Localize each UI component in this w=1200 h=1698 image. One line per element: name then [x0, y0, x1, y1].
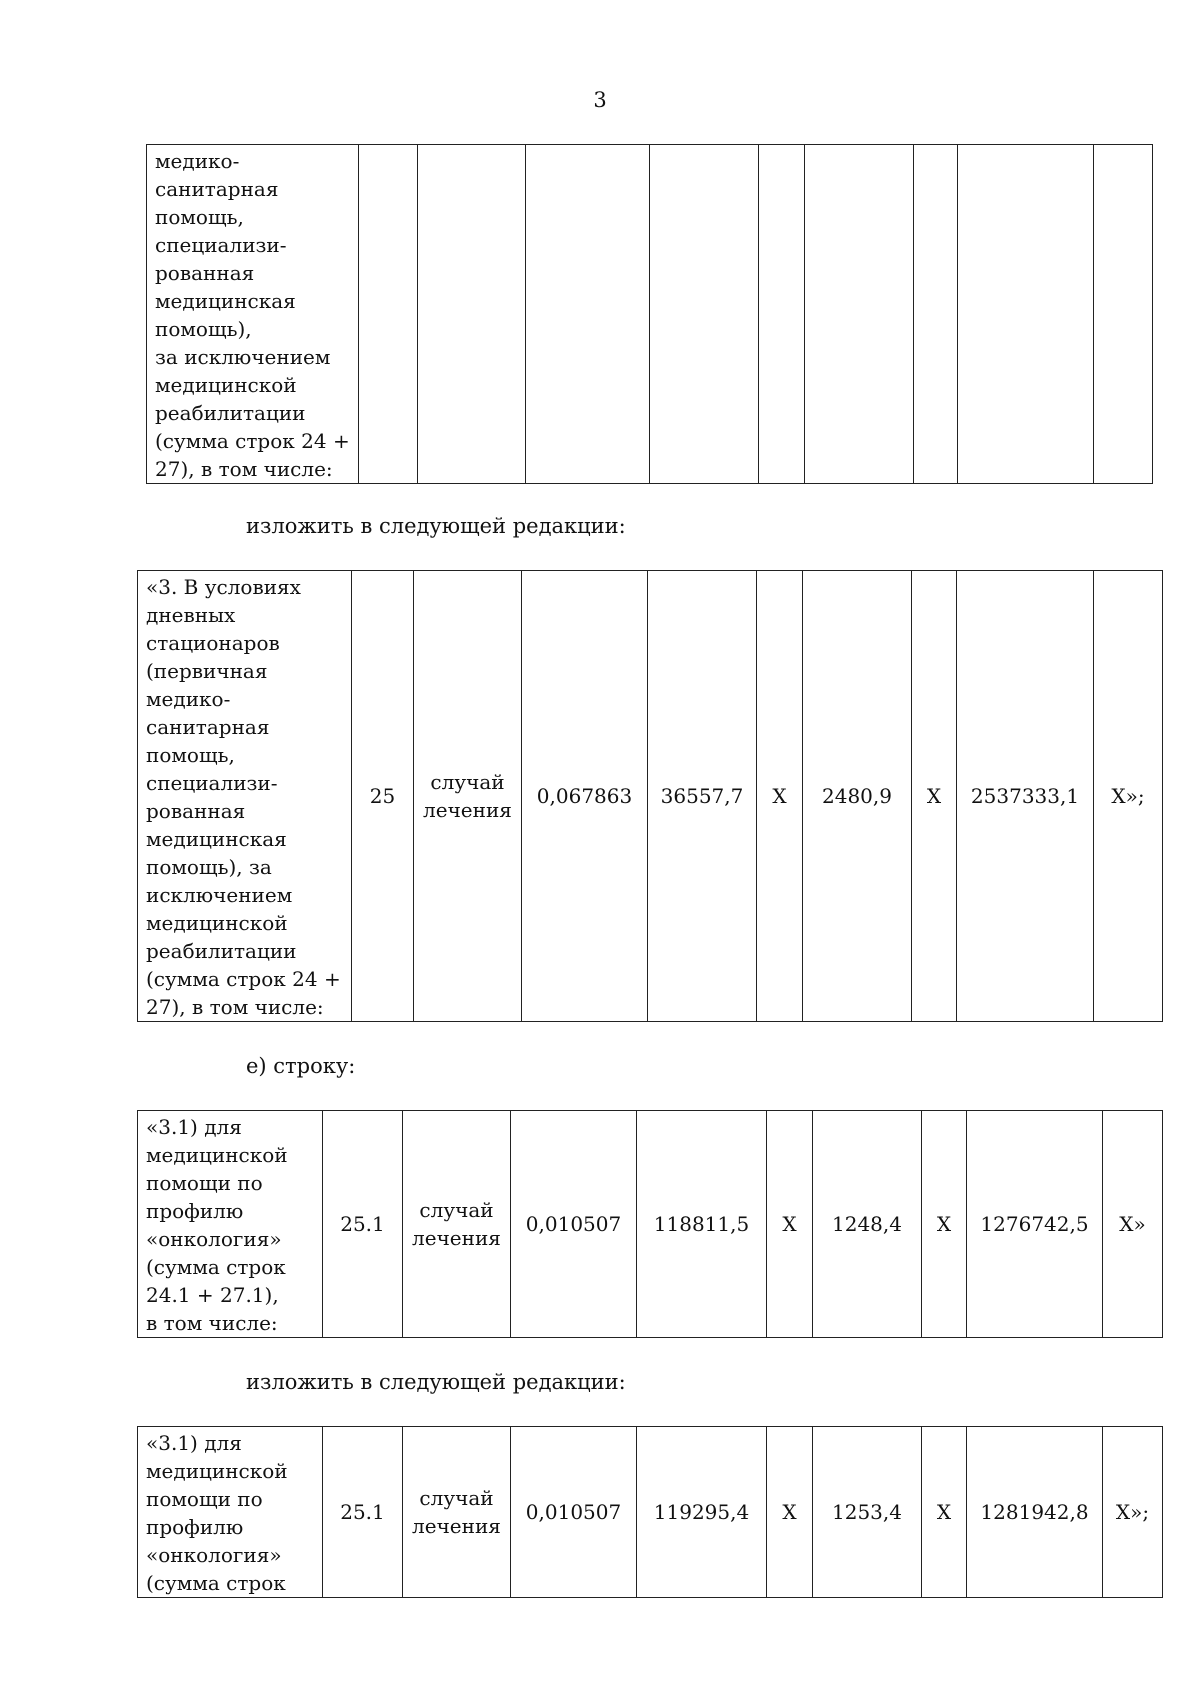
- value-cell: 1248,4: [813, 1111, 922, 1338]
- instruction-paragraph: изложить в следующей редакции:: [246, 514, 626, 538]
- empty-cell: [359, 145, 418, 484]
- unit-cell: случай лечения: [403, 1111, 511, 1338]
- value-cell: Х: [767, 1111, 813, 1338]
- value-cell: Х»: [1103, 1111, 1163, 1338]
- empty-cell: [805, 145, 914, 484]
- page-number: 3: [593, 88, 607, 112]
- value-cell: Х: [912, 571, 957, 1022]
- table-old-row-3-1: [137, 1110, 1163, 1338]
- instruction-paragraph: изложить в следующей редакции:: [246, 1370, 626, 1394]
- value-cell: 1276742,5: [967, 1111, 1103, 1338]
- row-name-cell: «3. В условиях дневных стационаров (первичная медико- санитарная помощь, специализи- рованная медицинская помощь), за исключением медицинской реабилитации (сумма строк 24 + 27), в том числе:: [138, 571, 352, 1022]
- value-cell: 2480,9: [803, 571, 912, 1022]
- table-new-row-3-1: [137, 1426, 1163, 1598]
- row-number-cell: 25.1: [323, 1427, 403, 1598]
- row-number-cell: 25.1: [323, 1111, 403, 1338]
- value-cell: 1281942,8: [967, 1427, 1103, 1598]
- empty-cell: [418, 145, 526, 484]
- table-row: [147, 145, 1153, 484]
- row-name-cell: «3.1) для медицинской помощи по профилю «онкология» (сумма строк: [138, 1427, 323, 1598]
- table-old-row-3-continued: [146, 144, 1153, 484]
- value-cell: Х»;: [1103, 1427, 1163, 1598]
- empty-cell: [1094, 145, 1153, 484]
- value-cell: Х: [922, 1427, 967, 1598]
- value-cell: Х: [767, 1427, 813, 1598]
- value-cell: 0,067863: [522, 571, 648, 1022]
- table-new-row-3: [137, 570, 1163, 1022]
- table-row: [138, 1111, 1163, 1338]
- value-cell: Х»;: [1094, 571, 1163, 1022]
- value-cell: 36557,7: [648, 571, 757, 1022]
- value-cell: Х: [757, 571, 803, 1022]
- row-name-cell: медико- санитарная помощь, специализи- рованная медицинская помощь), за исключением медицинской реабилитации (сумма строк 24 + 27), в том числе:: [147, 145, 359, 484]
- row-number-cell: 25: [352, 571, 414, 1022]
- empty-cell: [759, 145, 805, 484]
- value-cell: 119295,4: [637, 1427, 767, 1598]
- value-cell: Х: [922, 1111, 967, 1338]
- empty-cell: [526, 145, 650, 484]
- empty-cell: [958, 145, 1094, 484]
- table-row: [138, 571, 1163, 1022]
- value-cell: 118811,5: [637, 1111, 767, 1338]
- empty-cell: [914, 145, 958, 484]
- unit-cell: случай лечения: [414, 571, 522, 1022]
- value-cell: 2537333,1: [957, 571, 1094, 1022]
- unit-cell: случай лечения: [403, 1427, 511, 1598]
- value-cell: 1253,4: [813, 1427, 922, 1598]
- value-cell: 0,010507: [511, 1427, 637, 1598]
- row-name-cell: «3.1) для медицинской помощи по профилю «онкология» (сумма строк 24.1 + 27.1), в том числе:: [138, 1111, 323, 1338]
- instruction-paragraph: е) строку:: [246, 1054, 356, 1078]
- value-cell: 0,010507: [511, 1111, 637, 1338]
- table-row: [138, 1427, 1163, 1598]
- empty-cell: [650, 145, 759, 484]
